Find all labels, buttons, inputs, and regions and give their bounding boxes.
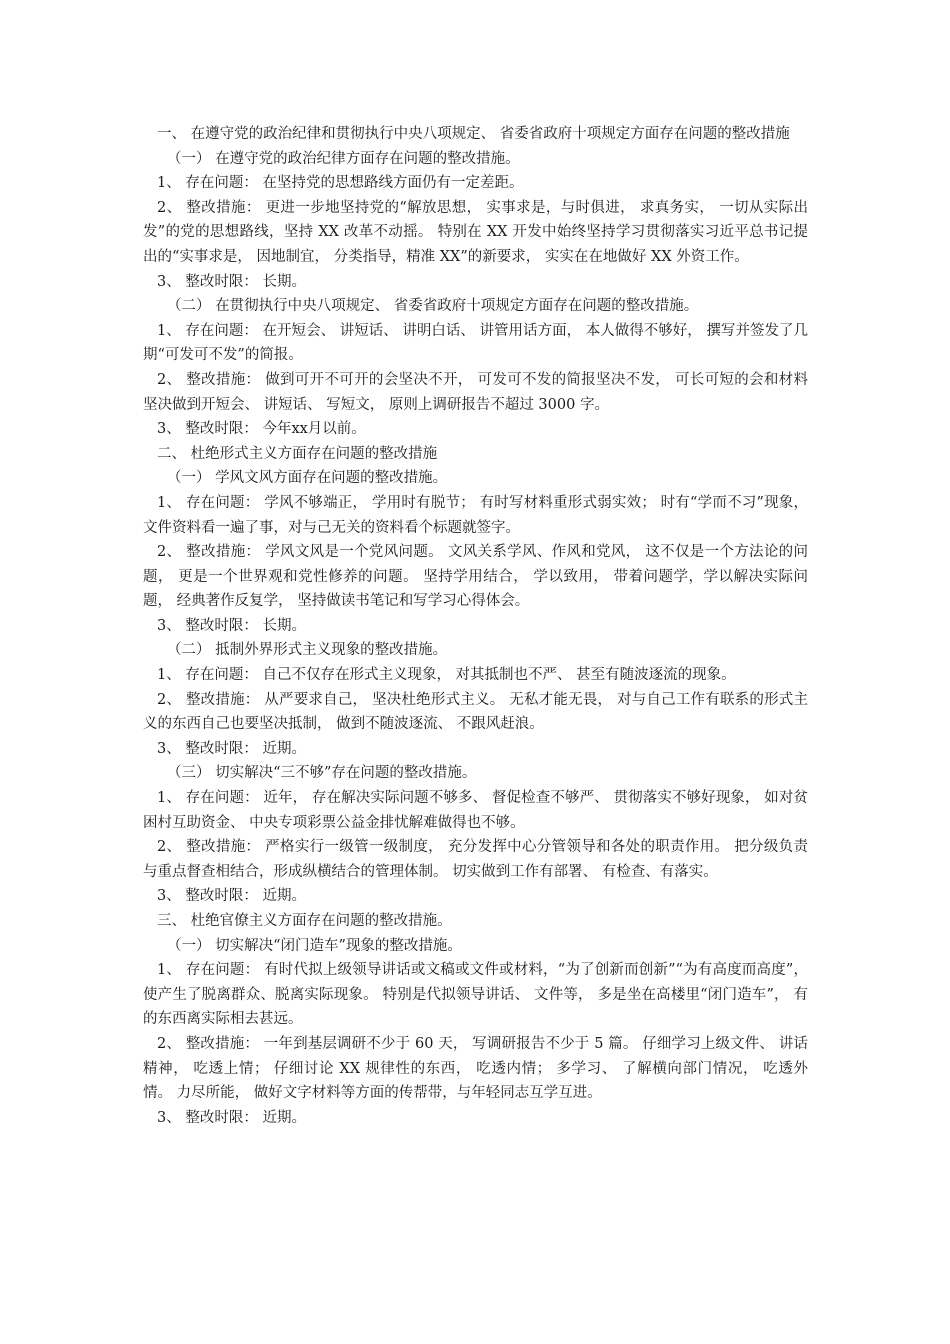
paragraph: 3、 整改时限： 近期。 [157, 888, 306, 905]
paragraph: 1、 存在问题： 有时代拟上级领导讲话或文稿或文件或材料，“为了创新而创新”“为有高度而高度”， 使产生了脱离群众、脱离实际现象。 特别是代拟领导讲话、 文件等， 多是坐在高楼里“闭门造车”， 有的东西离实际相去甚远。 [143, 962, 808, 1028]
paragraph: 2、 整改措施： 从严要求自己， 坚决杜绝形式主义。 无私才能无畏， 对与自己工作有联系的形式主义的东西自己也要坚决抵制， 做到不随波逐流、 不跟风赶浪。 [143, 691, 808, 733]
paragraph: 3、 整改时限： 长期。 [157, 617, 306, 634]
paragraph: 3、 整改时限： 近期。 [157, 1109, 306, 1126]
paragraph: （一） 切实解决“闭门造车”现象的整改措施。 [167, 937, 462, 954]
paragraph: （三） 切实解决“三不够”存在问题的整改措施。 [167, 765, 477, 782]
paragraph: 一、 在遵守党的政治纪律和贯彻执行中央八项规定、 省委省政府十项规定方面存在问题的整改措施 [157, 126, 790, 142]
paragraph: 三、 杜绝官僚主义方面存在问题的整改措施。 [157, 913, 452, 929]
paragraph: 2、 整改措施： 做到可开不可开的会坚决不开， 可发可不发的简报坚决不发， 可长可短的会和材料坚决做到开短会、 讲短话、 写短文， 原则上调研报告不超过 3000 字。 [143, 371, 808, 413]
paragraph: 3、 整改时限： 近期。 [157, 740, 306, 757]
paragraph: 1、 存在问题： 在开短会、 讲短话、 讲明白话、 讲管用话方面， 本人做得不够好， 撰写并签发了几期“可发可不发”的简报。 [143, 322, 808, 364]
paragraph: 1、 存在问题： 学风不够端正， 学用时有脱节； 有时写材料重形式弱实效； 时有“学而不习”现象， 文件资料看一遍了事，对与己无关的资料看个标题就签字。 [143, 494, 808, 536]
document-body [143, 122, 808, 1130]
paragraph: 2、 整改措施： 学风文风是一个党风问题。 文风关系学风、作风和党风， 这不仅是一个方法论的问题， 更是一个世界观和党性修养的问题。 坚持学用结合， 学以致用， 带着问题学，学以解决实际问题， 经典著作反复学， 坚持做读书笔记和写学习心得体会。 [143, 544, 808, 610]
paragraph: （一） 学风文风方面存在问题的整改措施。 [167, 470, 448, 487]
paragraph: 1、 存在问题： 近年， 存在解决实际问题不够多、 督促检查不够严、 贯彻落实不够好现象， 如对贫困村互助资金、 中央专项彩票公益金排忧解难做得也不够。 [143, 790, 808, 831]
paragraph: 3、 整改时限： 今年xx月以前。 [157, 421, 366, 438]
paragraph: （一） 在遵守党的政治纪律方面存在问题的整改措施。 [167, 150, 520, 167]
paragraph: 二、 杜绝形式主义方面存在问题的整改措施 [157, 445, 438, 462]
paragraph: （二） 在贯彻执行中央八项规定、 省委省政府十项规定方面存在问题的整改措施。 [167, 298, 699, 315]
paragraph: 2、 整改措施： 严格实行一级管一级制度， 充分发挥中心分管领导和各处的职责作用。 把分级负责与重点督查相结合，形成纵横结合的管理体制。 切实做到工作有部署、 有检查、有落实。 [143, 839, 808, 880]
paragraph: 1、 存在问题： 自己不仅存在形式主义现象， 对其抵制也不严、 甚至有随波逐流的现象。 [157, 667, 736, 684]
paragraph: 2、 整改措施： 更进一步地坚持党的“解放思想， 实事求是，与时俱进， 求真务实， 一切从实际出发”的党的思想路线，坚持 XX 改革不动摇。 特别在 XX 开发中始终坚持学习贯彻落实习近平总书记提出的“实事求是， 因地制宜， 分类指导，精准 XX”的新要求， 实实在在地做好 XX 外资工作。 [143, 199, 808, 265]
paragraph: 3、 整改时限： 长期。 [157, 273, 306, 290]
paragraph: （二） 抵制外界形式主义现象的整改措施。 [167, 642, 448, 659]
paragraph: 2、 整改措施： 一年到基层调研不少于 60 天， 写调研报告不少于 5 篇。 仔细学习上级文件、 讲话精神， 吃透上情； 仔细讨论 XX 规律性的东西， 吃透内情； 多学习、 了解横向部门情况， 吃透外情。 力尽所能， 做好文字材料等方面的传帮带，与年轻同志互学互进。 [143, 1035, 808, 1102]
paragraph: 1、 存在问题： 在坚持党的思想路线方面仍有一定差距。 [157, 175, 524, 192]
